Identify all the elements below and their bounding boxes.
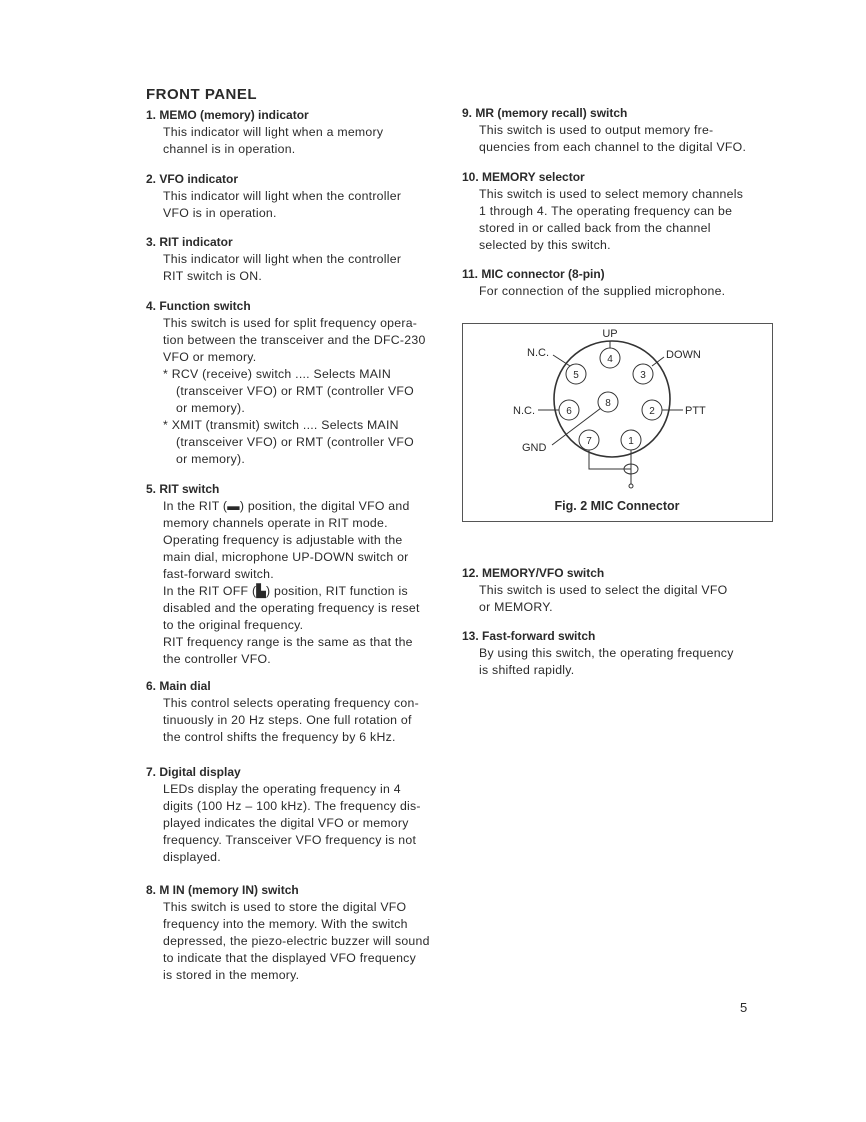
item-text-line: * RCV (receive) switch .... Selects MAIN bbox=[163, 367, 391, 381]
item-text-line: This switch is used to store the digital VFO bbox=[163, 900, 407, 914]
item-1 bbox=[146, 107, 436, 158]
item-text-line: This switch is used to select the digital VFO bbox=[479, 583, 728, 597]
item-heading: 12. MEMORY/VFO switch bbox=[462, 566, 605, 580]
item-text-line: VFO is in operation. bbox=[163, 206, 277, 220]
item-text-line: disabled and the operating frequency is reset bbox=[163, 601, 420, 615]
item-heading: 9. MR (memory recall) switch bbox=[462, 106, 628, 120]
item-heading: 2. VFO indicator bbox=[146, 172, 239, 186]
item-heading: 6. Main dial bbox=[146, 679, 211, 693]
pin-number: 6 bbox=[566, 406, 572, 417]
item-text-line: channel is in operation. bbox=[163, 142, 296, 156]
item-text-line: frequency into the memory. With the switch bbox=[163, 917, 408, 931]
item-text-line: In the RIT (▬) position, the digital VFO and bbox=[163, 499, 410, 513]
item-5 bbox=[146, 481, 436, 668]
item-text-line: fast-forward switch. bbox=[163, 567, 274, 581]
item-text-line: 1 through 4. The operating frequency can be bbox=[479, 204, 733, 218]
item-text-line: This switch is used to select memory channels bbox=[479, 187, 744, 201]
item-text-line: frequency. Transceiver VFO frequency is not bbox=[163, 833, 417, 847]
pin-number: 4 bbox=[607, 354, 613, 365]
page-number: 5 bbox=[740, 1000, 748, 1015]
item-11 bbox=[462, 266, 752, 300]
item-text-line: For connection of the supplied microphone. bbox=[479, 284, 726, 298]
item-text-line: This indicator will light when the controller bbox=[163, 252, 402, 266]
item-text-line: is shifted rapidly. bbox=[479, 663, 575, 677]
item-text-line: LEDs display the operating frequency in 4 bbox=[163, 782, 401, 796]
item-text-line: or MEMORY. bbox=[479, 600, 553, 614]
item-text-line: memory channels operate in RIT mode. bbox=[163, 516, 388, 530]
item-text-line: or memory). bbox=[176, 452, 246, 466]
item-text-line: RIT switch is ON. bbox=[163, 269, 262, 283]
item-text-line: VFO or memory. bbox=[163, 350, 257, 364]
item-13 bbox=[462, 628, 752, 679]
item-text-line: selected by this switch. bbox=[479, 238, 611, 252]
item-text-line: (transceiver VFO) or RMT (controller VFO bbox=[176, 435, 414, 449]
item-text-line: tion between the transceiver and the DFC-230 bbox=[163, 333, 426, 347]
item-text-line: This control selects operating frequency con- bbox=[163, 696, 419, 710]
item-text-line: the controller VFO. bbox=[163, 652, 271, 666]
item-6 bbox=[146, 678, 436, 746]
item-text-line: * XMIT (transmit) switch .... Selects MAIN bbox=[163, 418, 399, 432]
item-text-line: RIT frequency range is the same as that the bbox=[163, 635, 413, 649]
label-nc-6: N.C. bbox=[513, 405, 535, 417]
label-up: UP bbox=[602, 328, 618, 340]
item-text-line: depressed, the piezo-electric buzzer will sound bbox=[163, 934, 430, 948]
item-text-line: This indicator will light when a memory bbox=[163, 125, 384, 139]
item-12 bbox=[462, 565, 752, 616]
item-heading: 11. MIC connector (8-pin) bbox=[462, 267, 605, 281]
item-2 bbox=[146, 171, 436, 222]
item-text-line: By using this switch, the operating frequency bbox=[479, 646, 734, 660]
item-text-line: or memory). bbox=[176, 401, 246, 415]
item-3 bbox=[146, 234, 436, 285]
item-text-line: This indicator will light when the controller bbox=[163, 189, 402, 203]
item-9 bbox=[462, 105, 752, 156]
item-heading: 1. MEMO (memory) indicator bbox=[146, 108, 309, 122]
item-text-line: tinuously in 20 Hz steps. One full rotation of bbox=[163, 713, 412, 727]
section-title: FRONT PANEL bbox=[146, 86, 258, 103]
item-text-line: is stored in the memory. bbox=[163, 968, 300, 982]
item-text-line: the control shifts the frequency by 6 kHz. bbox=[163, 730, 396, 744]
pin-number: 1 bbox=[628, 436, 634, 447]
item-8 bbox=[146, 882, 436, 984]
pin-number: 7 bbox=[586, 436, 592, 447]
item-heading: 13. Fast-forward switch bbox=[462, 629, 596, 643]
mic-connector-figure bbox=[462, 323, 773, 522]
item-7 bbox=[146, 764, 436, 866]
item-text-line: This switch is used for split frequency opera- bbox=[163, 316, 418, 330]
label-nc-5: N.C. bbox=[527, 347, 549, 359]
pin-number: 2 bbox=[649, 406, 655, 417]
item-heading: 10. MEMORY selector bbox=[462, 170, 585, 184]
item-heading: 5. RIT switch bbox=[146, 482, 220, 496]
item-text-line: displayed. bbox=[163, 850, 221, 864]
item-text-line: (transceiver VFO) or RMT (controller VFO bbox=[176, 384, 414, 398]
item-text-line: Operating frequency is adjustable with the bbox=[163, 533, 403, 547]
item-text-line: to indicate that the displayed VFO frequency bbox=[163, 951, 416, 965]
item-heading: 7. Digital display bbox=[146, 765, 241, 779]
item-heading: 8. M IN (memory IN) switch bbox=[146, 883, 299, 897]
label-ptt: PTT bbox=[685, 405, 706, 417]
item-text-line: to the original frequency. bbox=[163, 618, 304, 632]
item-text-line: digits (100 Hz – 100 kHz). The frequency dis- bbox=[163, 799, 421, 813]
item-10 bbox=[462, 169, 752, 254]
item-text-line: stored in or called back from the channel bbox=[479, 221, 711, 235]
item-heading: 3. RIT indicator bbox=[146, 235, 233, 249]
mic-connector-diagram bbox=[462, 323, 773, 522]
item-text-line: This switch is used to output memory fre- bbox=[479, 123, 714, 137]
item-heading: 4. Function switch bbox=[146, 299, 251, 313]
label-down: DOWN bbox=[666, 349, 701, 361]
pin-number: 5 bbox=[573, 370, 579, 381]
item-4 bbox=[146, 298, 436, 468]
pin-number: 8 bbox=[605, 398, 611, 409]
item-text-line: played indicates the digital VFO or memory bbox=[163, 816, 409, 830]
label-gnd: GND bbox=[522, 442, 547, 454]
pin-number: 3 bbox=[640, 370, 646, 381]
item-text-line: quencies from each channel to the digital VFO. bbox=[479, 140, 747, 154]
figure-caption: Fig. 2 MIC Connector bbox=[554, 499, 680, 513]
item-text-line: main dial, microphone UP-DOWN switch or bbox=[163, 550, 409, 564]
item-text-line: In the RIT OFF (▙) position, RIT function is bbox=[163, 584, 408, 598]
